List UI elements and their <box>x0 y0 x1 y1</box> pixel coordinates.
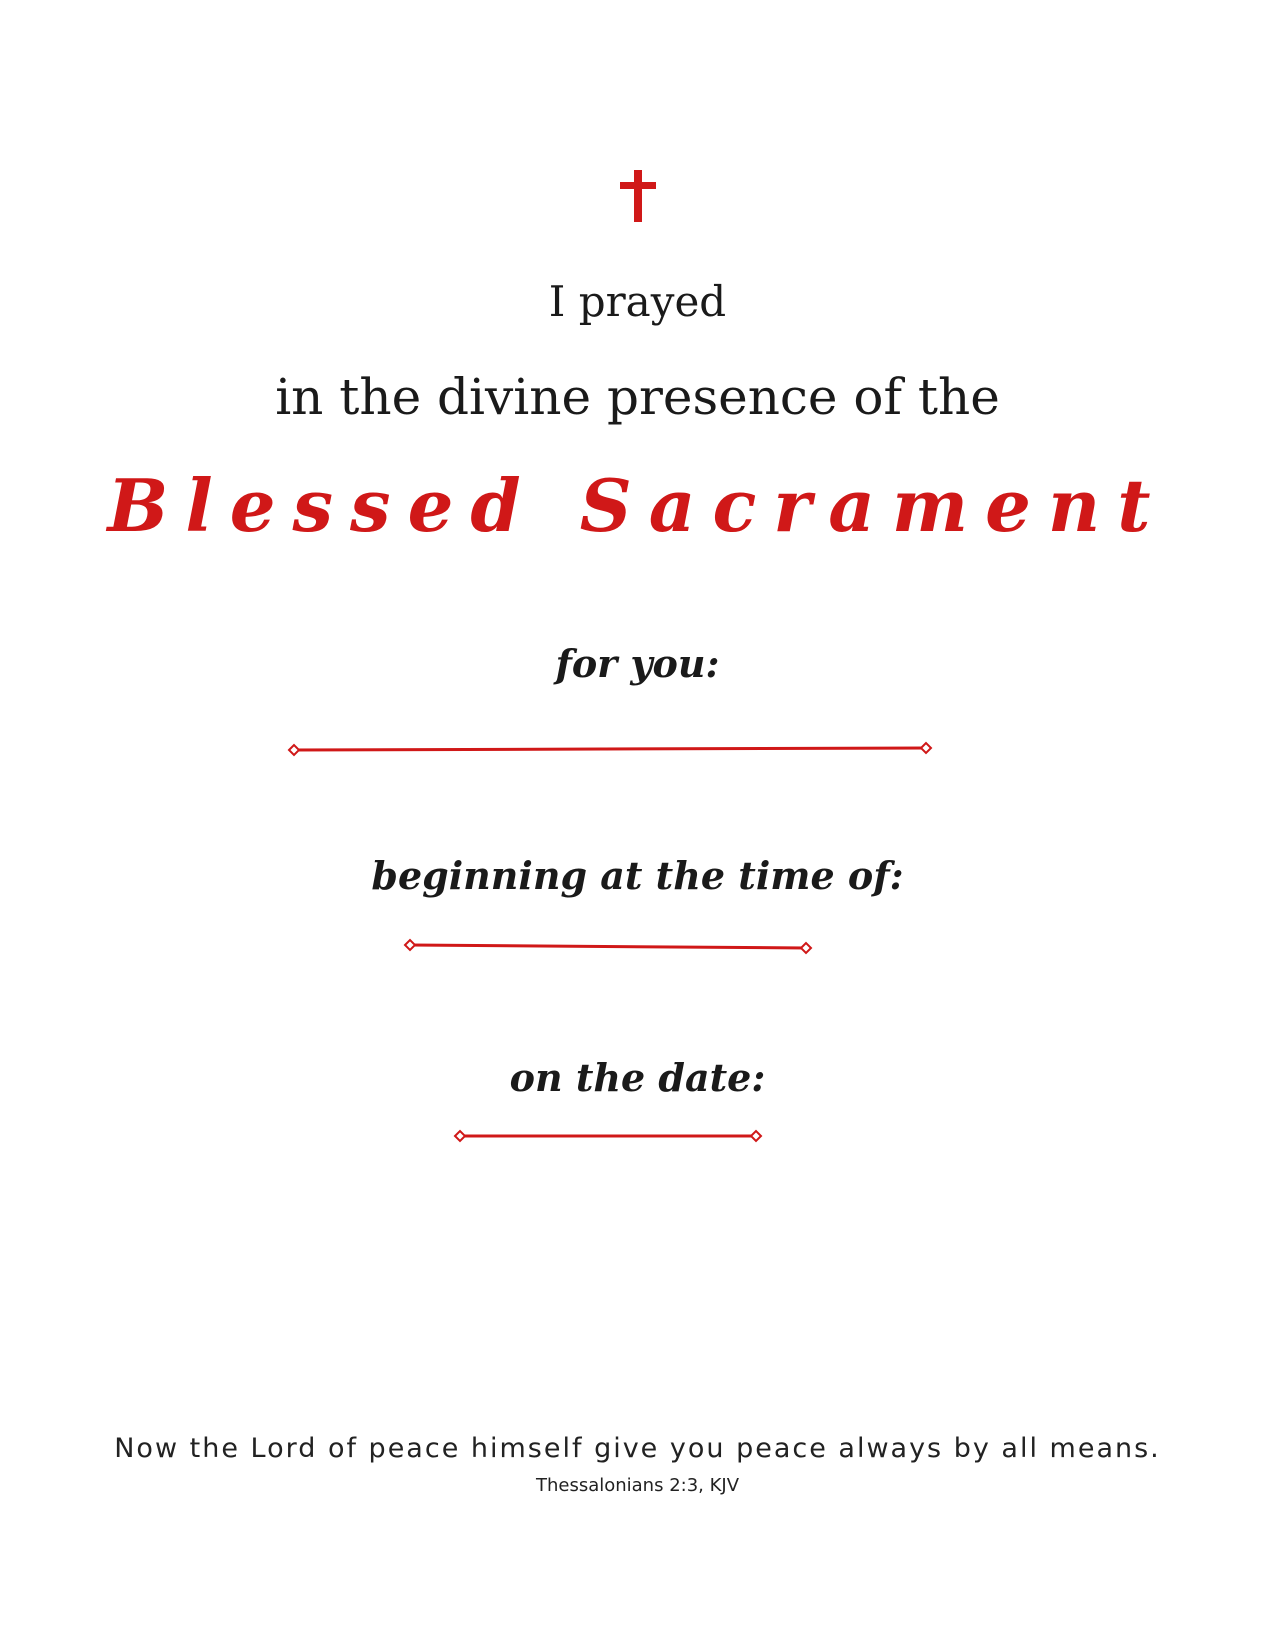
prayer-line-2: in the divine presence of the <box>275 368 1000 426</box>
date-label: on the date: <box>509 1055 766 1100</box>
cross-icon <box>618 168 658 224</box>
diamond-endcap-right <box>801 943 811 953</box>
diamond-endcap-left <box>289 745 299 755</box>
diamond-endcap-left <box>405 940 415 950</box>
diamond-endcap-left <box>455 1131 465 1141</box>
date-line[interactable] <box>454 1130 762 1144</box>
for-you-label: for you: <box>555 641 720 686</box>
scripture-verse: Now the Lord of peace himself give you peace always by all means. <box>114 1433 1161 1464</box>
prayer-line-1: I prayed <box>548 277 727 326</box>
time-line[interactable] <box>404 940 812 954</box>
page-title: Blessed Sacrament <box>107 463 1168 548</box>
cross-icon-container <box>0 168 1275 228</box>
diamond-endcap-right <box>921 743 931 753</box>
scripture-citation: Thessalonians 2:3, KJV <box>535 1475 740 1496</box>
for-you-line[interactable] <box>288 742 932 756</box>
diamond-endcap-right <box>751 1131 761 1141</box>
time-label: beginning at the time of: <box>371 853 904 898</box>
